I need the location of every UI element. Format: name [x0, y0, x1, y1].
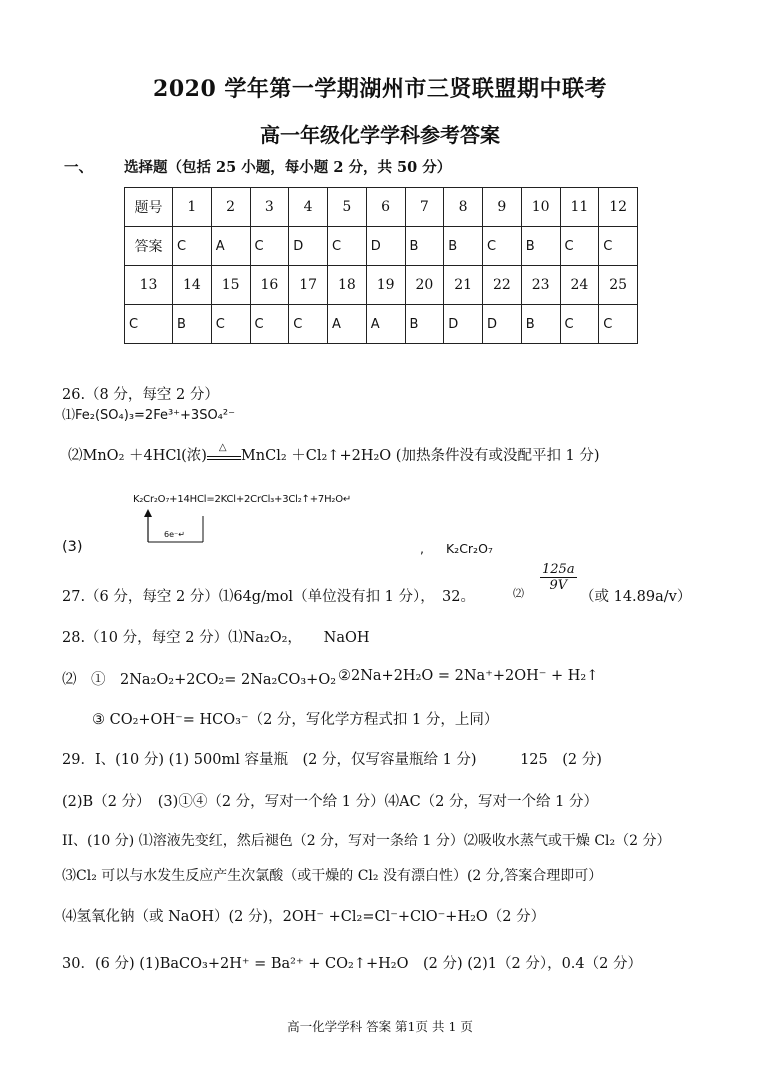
table-cell: 12 — [599, 188, 638, 227]
triangle-icon: △ — [218, 442, 227, 453]
q26-header: 26.（8 分，每空 2 分） — [62, 387, 219, 403]
table-cell: C — [599, 305, 638, 344]
table-cell: 2 — [211, 188, 250, 227]
table-cell: 22 — [483, 266, 522, 305]
table-cell: B — [405, 227, 444, 266]
table-cell: B — [173, 305, 212, 344]
table-cell: 15 — [211, 266, 250, 305]
section-title: 选择题（包括 25 小题，每小题 2 分，共 50 分） — [124, 159, 452, 176]
table-cell: C — [125, 305, 173, 344]
table-cell: 10 — [521, 188, 560, 227]
table-cell: B — [405, 305, 444, 344]
q27-line: 27.（6 分，每空 2 分）⑴64g/mol（单位没有扣 1 分）， 32。 — [62, 589, 475, 605]
q27-alternate: （或 14.89a/v） — [580, 589, 692, 605]
answer-table — [124, 187, 638, 344]
q26-part3-answer: , K₂Cr₂O₇ — [420, 541, 493, 556]
table-cell: C — [560, 227, 599, 266]
electron-count-label: 6e⁻↵ — [164, 530, 185, 539]
table-cell: 9 — [483, 188, 522, 227]
q27-part2-number: ⑵ — [513, 587, 524, 600]
table-cell: A — [328, 305, 367, 344]
table-cell: A — [366, 305, 405, 344]
table-cell: 20 — [405, 266, 444, 305]
q29-line4: ⑶Cl₂ 可以与水发生反应产生次氯酸（或干燥的 Cl₂ 没有漂白性）(2 分,答案合理即可） — [62, 868, 603, 884]
oxidizer-answer: K₂Cr₂O₇ — [445, 541, 493, 556]
table-cell: 1 — [173, 188, 212, 227]
page-subtitle: 高一年级化学学科参考答案 — [260, 123, 500, 147]
table-row — [125, 188, 638, 227]
table-head-cell: 答案 — [125, 227, 173, 266]
q28-line3: ③ CO₂+OH⁻= HCO₃⁻（2 分，写化学方程式扣 1 分，上同） — [92, 712, 499, 728]
table-cell: C — [328, 227, 367, 266]
table-row — [125, 305, 638, 344]
q29-line3: II、(10 分) ⑴溶液先变红，然后褪色（2 分，写对一条给 1 分）⑵吸收水蒸气或干燥 Cl₂（2 分） — [62, 833, 671, 849]
table-cell: 4 — [289, 188, 328, 227]
table-cell: 13 — [125, 266, 173, 305]
q30-line: 30．(6 分) (1)BaCO₃+2H⁺ = Ba²⁺ + CO₂↑+H₂O (2 分) (2)1（2 分），0.4（2 分） — [62, 956, 642, 972]
q29-line2: (2)B（2 分） (3)①④（2 分，写对一个给 1 分）⑷AC（2 分，写对一个给 1 分） — [62, 794, 598, 810]
table-cell: 6 — [366, 188, 405, 227]
table-cell: 23 — [521, 266, 560, 305]
q26-part2-lhs: ⑵MnO₂ ＋4HCl(浓) — [68, 448, 207, 464]
table-cell: B — [521, 305, 560, 344]
table-cell: 18 — [328, 266, 367, 305]
table-cell: 25 — [599, 266, 638, 305]
table-cell: D — [289, 227, 328, 266]
table-row — [125, 227, 638, 266]
q28-line2b: ②2Na+2H₂O = 2Na⁺+2OH⁻ + H₂↑ — [338, 668, 599, 684]
q26-part1: ⑴Fe₂(SO₄)₃=2Fe³⁺+3SO₄²⁻ — [62, 408, 235, 423]
q26-part2-rhs: MnCl₂ ＋Cl₂↑+2H₂O (加热条件没有或没配平扣 1 分) — [240, 448, 600, 464]
table-cell: 14 — [173, 266, 212, 305]
table-cell: B — [521, 227, 560, 266]
fraction-numerator: 125a — [542, 562, 575, 577]
page-footer: 高一化学学科 答案 第1页 共 1 页 — [287, 1019, 473, 1034]
table-row — [125, 266, 638, 305]
q28-line2a: ⑵ ① 2Na₂O₂+2CO₂= 2Na₂CO₃+O₂ — [62, 672, 337, 688]
table-cell: D — [483, 305, 522, 344]
table-cell: 21 — [444, 266, 483, 305]
q26-part3-number: (3) — [62, 539, 83, 555]
table-cell: A — [211, 227, 250, 266]
section-number: 一、 — [64, 159, 93, 176]
table-cell: C — [599, 227, 638, 266]
table-cell: 5 — [328, 188, 367, 227]
table-cell: 7 — [405, 188, 444, 227]
table-cell: C — [173, 227, 212, 266]
table-cell: D — [444, 305, 483, 344]
q26-part2 — [68, 444, 600, 465]
table-cell: B — [444, 227, 483, 266]
table-cell: C — [483, 227, 522, 266]
q27-fraction — [540, 562, 577, 593]
table-cell: 16 — [250, 266, 289, 305]
table-cell: C — [250, 305, 289, 344]
equals-bar — [207, 456, 241, 460]
fraction-denominator: 9V — [549, 578, 568, 593]
page-title: 2020 学年第一学期湖州市三贤联盟期中联考 — [153, 76, 607, 102]
q29-line1: 29．I、(10 分) (1) 500ml 容量瓶 (2 分，仅写容量瓶给 1 分) 125 (2 分) — [62, 752, 602, 768]
table-head-cell: 题号 — [125, 188, 173, 227]
table-cell: 8 — [444, 188, 483, 227]
table-cell: C — [289, 305, 328, 344]
q29-line5: ⑷氢氧化钠（或 NaOH）(2 分)，2OH⁻ +Cl₂=Cl⁻+ClO⁻+H₂O（2 分） — [62, 909, 546, 925]
q26-redox-equation: K₂Cr₂O₇+14HCl=2KCl+2CrCl₃+3Cl₂↑+7H₂O↵ — [133, 494, 352, 505]
table-cell: 3 — [250, 188, 289, 227]
table-cell: C — [211, 305, 250, 344]
table-cell: C — [250, 227, 289, 266]
table-cell: D — [366, 227, 405, 266]
table-cell: 11 — [560, 188, 599, 227]
table-cell: 24 — [560, 266, 599, 305]
table-cell: C — [560, 305, 599, 344]
heating-condition — [207, 442, 241, 460]
q28-line1: 28.（10 分，每空 2 分）⑴Na₂O₂， NaOH — [62, 630, 370, 646]
table-cell: 17 — [289, 266, 328, 305]
table-cell: 19 — [366, 266, 405, 305]
